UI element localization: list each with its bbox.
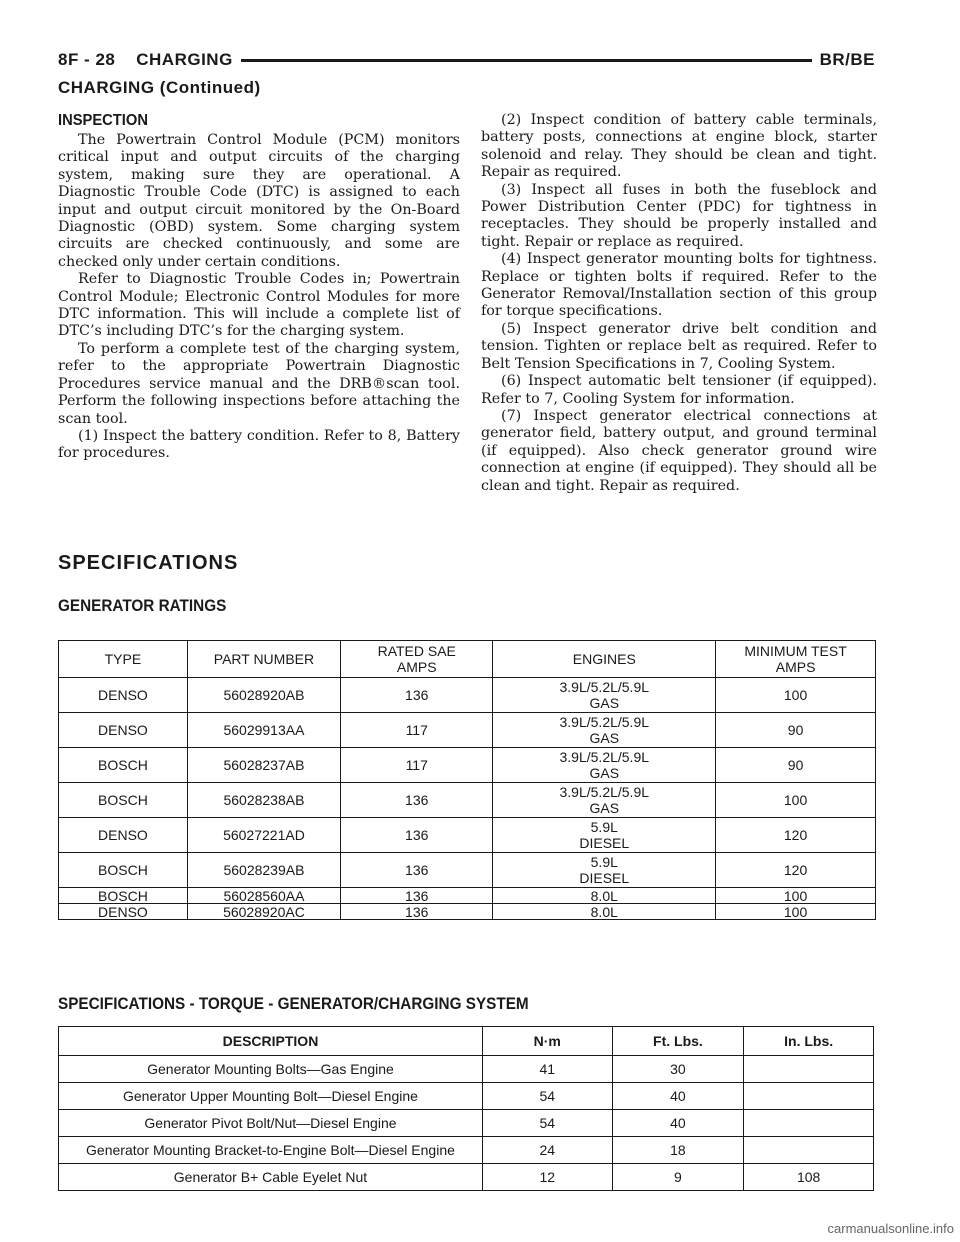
right-paragraph: (2) Inspect condition of battery cable terminals, battery posts, connections at engine block, starter solenoid and relay. They should be clean and tight. Repair as required. [481,112,877,181]
torque-cell: 24 [482,1137,612,1164]
gen-cell: 56029913AA [187,713,340,748]
torque-cell: 18 [612,1137,744,1164]
table-row [59,748,876,783]
table-row [59,818,876,853]
torque-cell: 40 [612,1110,744,1137]
torque-cell: 54 [482,1083,612,1110]
gen-cell: 90 [716,748,876,783]
gen-cell: 136 [341,853,493,888]
table-row [59,1110,874,1137]
gen-cell: 136 [341,888,493,904]
generator-ratings-table [58,640,876,920]
torque-cell: Generator Pivot Bolt/Nut—Diesel Engine [59,1110,483,1137]
torque-header-cell: Ft. Lbs. [612,1027,744,1056]
right-paragraph: (3) Inspect all fuses in both the fuseblock and Power Distribution Center (PDC) for tightness in receptacles. They should be properly installed and tight. Repair or replace as required. [481,181,877,250]
gen-cell: 100 [716,904,876,920]
gen-cell: 8.0L [493,888,716,904]
gen-header-cell: RATED SAE AMPS [341,641,493,678]
torque-cell [744,1110,874,1137]
inspection-title: INSPECTION [58,112,148,129]
specifications-title: SPECIFICATIONS [58,552,239,574]
torque-header-cell: N·m [482,1027,612,1056]
gen-cell: 56027221AD [187,818,340,853]
gen-cell: 117 [341,748,493,783]
page-header [58,50,875,74]
inspection-left-column [58,112,460,463]
torque-cell [744,1137,874,1164]
gen-cell: BOSCH [59,783,188,818]
torque-header-cell: DESCRIPTION [59,1027,483,1056]
left-paragraph: The Powertrain Control Module (PCM) monitors critical input and output circuits of the charging system, making sure they are operational. A Diagnostic Trouble Code (DTC) is assigned to each input and output circuit monitored by the On-Board Diagnostic (OBD) system. Some charging system circuits are checked continuously, and some are checked only under certain conditions. [58,132,460,270]
right-paragraph: (6) Inspect automatic belt tensioner (if equipped). Refer to 7, Cooling System for information. [481,373,877,407]
gen-header-cell: MINIMUM TEST AMPS [716,641,876,678]
table-row [59,853,876,888]
gen-cell: 56028237AB [187,748,340,783]
gen-cell: 3.9L/5.2L/5.9L GAS [493,783,716,818]
section-continued-title: CHARGING (Continued) [58,78,261,97]
gen-cell: 56028560AA [187,888,340,904]
gen-cell: 5.9L DIESEL [493,818,716,853]
gen-cell: 136 [341,678,493,713]
gen-cell: BOSCH [59,748,188,783]
gen-header-cell: ENGINES [493,641,716,678]
torque-specs-title: SPECIFICATIONS - TORQUE - GENERATOR/CHARGING SYSTEM [58,994,529,1013]
gen-cell: 100 [716,678,876,713]
torque-cell: 30 [612,1056,744,1083]
gen-cell: 117 [341,713,493,748]
gen-cell: 8.0L [493,904,716,920]
gen-cell: BOSCH [59,853,188,888]
inspection-right-column [481,112,877,495]
table-row [59,1056,874,1083]
torque-cell: 108 [744,1164,874,1191]
generator-ratings-title: GENERATOR RATINGS [58,596,227,615]
torque-cell: 54 [482,1110,612,1137]
gen-cell: DENSO [59,904,188,920]
gen-cell: BOSCH [59,888,188,904]
left-paragraph: To perform a complete test of the charging system, refer to the appropriate Powertrain Diagnostic Procedures service manual and the DRB®scan tool. Perform the following inspections before attaching the scan tool. [58,340,460,427]
torque-header-cell: In. Lbs. [744,1027,874,1056]
torque-cell: 40 [612,1083,744,1110]
right-paragraph: (7) Inspect generator electrical connections at generator field, battery output, and ground terminal (if equipped). Also check generator ground wire connection at engine (if equipped). They should all be clean and tight. Repair as required. [481,407,877,494]
gen-cell: 56028239AB [187,853,340,888]
torque-cell [744,1056,874,1083]
torque-specs-table [58,1026,874,1191]
torque-cell: Generator Upper Mounting Bolt—Diesel Engine [59,1083,483,1110]
table-row [59,1083,874,1110]
gen-cell: 3.9L/5.2L/5.9L GAS [493,748,716,783]
right-paragraph: (4) Inspect generator mounting bolts for tightness. Replace or tighten bolts if required. Refer to the Generator Removal/Installation section of this group for torque specifications. [481,251,877,320]
right-paragraph: (5) Inspect generator drive belt condition and tension. Tighten or replace belt as required. Refer to Belt Tension Specifications in 7, Cooling System. [481,320,877,372]
table-row [59,1137,874,1164]
gen-cell: 90 [716,713,876,748]
gen-cell: 56028920AB [187,678,340,713]
table-row [59,888,876,904]
gen-cell: 120 [716,818,876,853]
torque-cell [744,1083,874,1110]
gen-cell: 120 [716,853,876,888]
gen-cell: DENSO [59,818,188,853]
gen-cell: 5.9L DIESEL [493,853,716,888]
header-model-code: BR/BE [812,50,875,70]
gen-cell: 3.9L/5.2L/5.9L GAS [493,713,716,748]
left-paragraph: Refer to Diagnostic Trouble Codes in; Powertrain Control Module; Electronic Control Modules for more DTC information. This will include a complete list of DTC’s including DTC’s for the charging system. [58,271,460,340]
torque-cell: Generator Mounting Bolts—Gas Engine [59,1056,483,1083]
torque-cell: 41 [482,1056,612,1083]
gen-cell: 136 [341,818,493,853]
torque-cell: 12 [482,1164,612,1191]
gen-cell: 100 [716,783,876,818]
gen-cell: 3.9L/5.2L/5.9L GAS [493,678,716,713]
gen-header-cell: PART NUMBER [187,641,340,678]
gen-cell: 136 [341,904,493,920]
gen-cell: 56028238AB [187,783,340,818]
header-page-section: 8F - 28 CHARGING [58,50,241,70]
gen-cell: DENSO [59,713,188,748]
table-row [59,783,876,818]
torque-cell: Generator B+ Cable Eyelet Nut [59,1164,483,1191]
torque-cell: 9 [612,1164,744,1191]
gen-cell: 100 [716,888,876,904]
table-row [59,1164,874,1191]
table-row [59,678,876,713]
gen-cell: DENSO [59,678,188,713]
table-row [59,713,876,748]
gen-cell: 136 [341,783,493,818]
gen-header-cell: TYPE [59,641,188,678]
gen-cell: 56028920AC [187,904,340,920]
watermark: carmanualsonline.info [827,1221,954,1236]
table-row [59,904,876,920]
left-paragraph: (1) Inspect the battery condition. Refer to 8, Battery for procedures. [58,427,460,462]
torque-cell: Generator Mounting Bracket-to-Engine Bolt—Diesel Engine [59,1137,483,1164]
